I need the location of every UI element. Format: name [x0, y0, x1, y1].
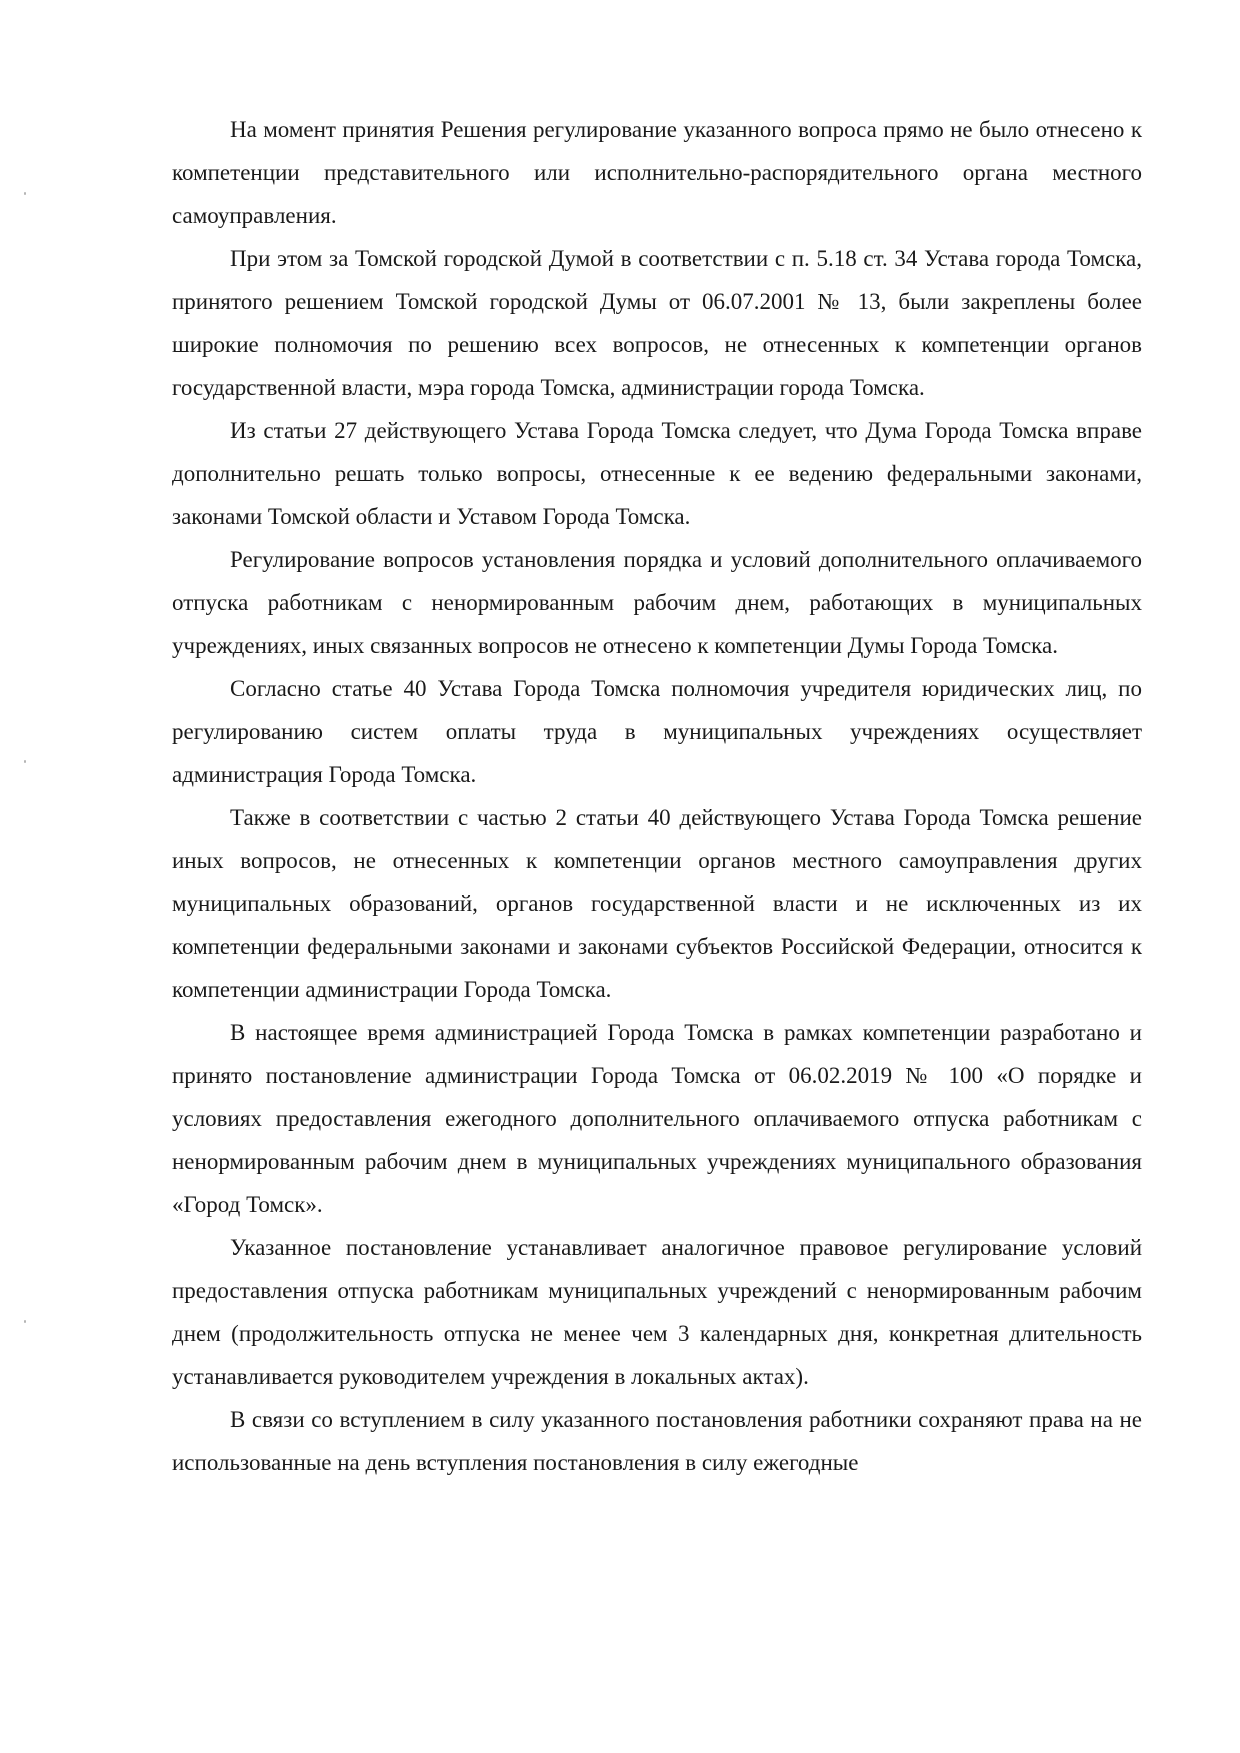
paragraph: Из статьи 27 действующего Устава Города Томска следует, что Дума Города Томска вправе дополнительно решать только вопросы, отнесенные к ее ведению федеральными законами, законами Томской области и Уставом Города Томска.	[172, 418, 1142, 529]
scan-artifact-mark	[24, 760, 26, 763]
paragraph: В связи со вступлением в силу указанного постановления работники сохраняют права на не использованные на день вступления постановления в силу ежегодные	[172, 1407, 1142, 1475]
paragraph: Регулирование вопросов установления порядка и условий дополнительного оплачиваемого отпуска работникам с ненормированным рабочим днем, работающих в муниципальных учреждениях, иных связанных вопросов не отнесено к компетенции Думы Города Томска.	[172, 547, 1142, 658]
paragraph: В настоящее время администрацией Города Томска в рамках компетенции разработано и принято постановление администрации Города Томска от 06.02.2019 № 100 «О порядке и условиях предоставления ежегодного дополнительного оплачиваемого отпуска работникам с ненормированным рабочим днем в муниципальных учреждениях муниципального образования «Город Томск».	[172, 1020, 1142, 1217]
paragraph: Также в соответствии с частью 2 статьи 40 действующего Устава Города Томска решение иных вопросов, не отнесенных к компетенции органов местного самоуправления других муниципальных образований, органов государственной власти и не исключенных из их компетенции федеральными законами и законами субъектов Российской Федерации, относится к компетенции администрации Города Томска.	[172, 805, 1142, 1002]
document-body	[172, 108, 1142, 1484]
scan-artifact-mark	[24, 1320, 26, 1323]
paragraph: На момент принятия Решения регулирование указанного вопроса прямо не было отнесено к компетенции представительного или исполнительно-распорядительного органа местного самоуправления.	[172, 117, 1142, 228]
paragraph: При этом за Томской городской Думой в соответствии с п. 5.18 ст. 34 Устава города Томска, принятого решением Томской городской Думы от 06.07.2001 № 13, были закреплены более широкие полномочия по решению всех вопросов, не отнесенных к компетенции органов государственной власти, мэра города Томска, администрации города Томска.	[172, 246, 1142, 400]
scan-artifact-mark	[24, 192, 26, 195]
paragraph: Указанное постановление устанавливает аналогичное правовое регулирование условий предоставления отпуска работникам муниципальных учреждений с ненормированным рабочим днем (продолжительность отпуска не менее чем 3 календарных дня, конкретная длительность устанавливается руководителем учреждения в локальных актах).	[172, 1235, 1142, 1389]
paragraph: Согласно статье 40 Устава Города Томска полномочия учредителя юридических лиц, по регулированию систем оплаты труда в муниципальных учреждениях осуществляет администрация Города Томска.	[172, 676, 1142, 787]
